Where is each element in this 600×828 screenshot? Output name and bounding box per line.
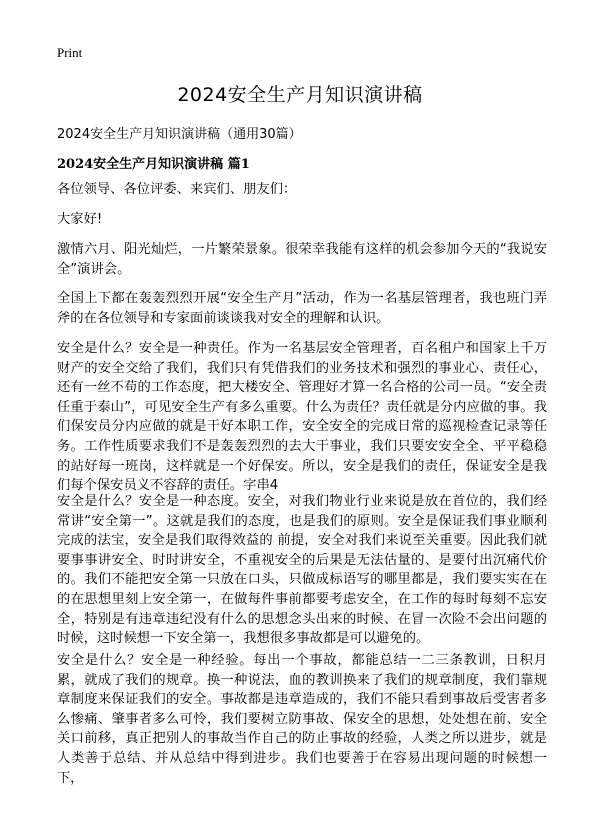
body-paragraph-1: 激情六月、阳光灿烂，一片繁荣景象。很荣幸我能有这样的机会参加今天的“我说安全”演讲会。 bbox=[57, 242, 547, 277]
document-subtitle: 2024安全生产月知识演讲稿（通用30篇） bbox=[57, 127, 302, 142]
section-heading: 2024安全生产月知识演讲稿 篇1 bbox=[57, 157, 250, 172]
document-title: 2024安全生产月知识演讲稿 bbox=[177, 84, 423, 106]
body-paragraph-4: 安全是什么？安全是一种态度。安全，对我们物业行业来说是放在首位的，我们经常讲“安全第一”。这就是我们的态度，也是我们的原则。安全是保证我们事业顺利完成的法宝，安全是我们取得效益的 前提，安全对我们来说至关重要。因此我们就要事事讲安全、时时讲安全，不重视安全的后果是无法估量的、是要付出沉痛代价的。我们不能把安全第一只放在口头，只做成标语写的哪里都是，我们要实实在在的在思想里刻上安全第一，在做每件事前都要考虑安全，在工作的每时每刻不忘安全，特别是有违章违纪没有什么的思想念头出来的时候、在冒一次险不会出问题的时候，这时候想一下安全第一，我想很多事故都是可以避免的。 bbox=[57, 494, 547, 647]
hello-paragraph: 大家好! bbox=[57, 212, 103, 227]
body-paragraph-2: 全国上下都在轰轰烈烈开展“安全生产月”活动，作为一名基层管理者，我也班门弄斧的在各位领导和专家面前谈谈我对安全的理解和认识。 bbox=[57, 291, 547, 326]
body-paragraph-3: 安全是什么？安全是一种责任。作为一名基层安全管理者，百名租户和国家上千万财产的安全交给了我们，我们只有凭借我们的业务技术和强烈的事业心、责任心，还有一丝不苟的工作态度，把大楼安全、管理好才算一名合格的公司一员。“安全责任重于泰山”，可见安全生产有多么重要。什么为责任？责任就是分内应做的事。我们保安员分内应做的就是干好本职工作，安全安全的完成日常的巡视检查记录等任务。工作性质要求我们不是轰轰烈烈的去大干事业，我们只要安安全全、平平稳稳的站好每一班岗，这样就是一个好保安。所以，安全是我们的责任，保证安全是我们每个保安员义不容辞的责任。字串4 bbox=[57, 341, 547, 494]
greeting-paragraph: 各位领导、各位评委、来宾们、朋友们： bbox=[57, 182, 297, 197]
body-paragraph-5: 安全是什么？安全是一种经验。每出一个事故，都能总结一二三条教训，日积月累，就成了我们的规章。换一种说法，血的教训换来了我们的规章制度，我们靠规章制度来保证我们的安全。事故都是违章造成的，我们不能只看到事故后受害者多么惨痛、肇事者多么可怜，我们要树立防事故、保安全的思想，处处想在前、安全关口前移，真正把别人的事故当作自己的防止事故的经验，人类之所以进步，就是人类善于总结、并从总结中得到进步。我们也要善于在容易出现问题的时候想一下， bbox=[57, 653, 547, 786]
print-label[interactable]: Print bbox=[57, 45, 83, 60]
